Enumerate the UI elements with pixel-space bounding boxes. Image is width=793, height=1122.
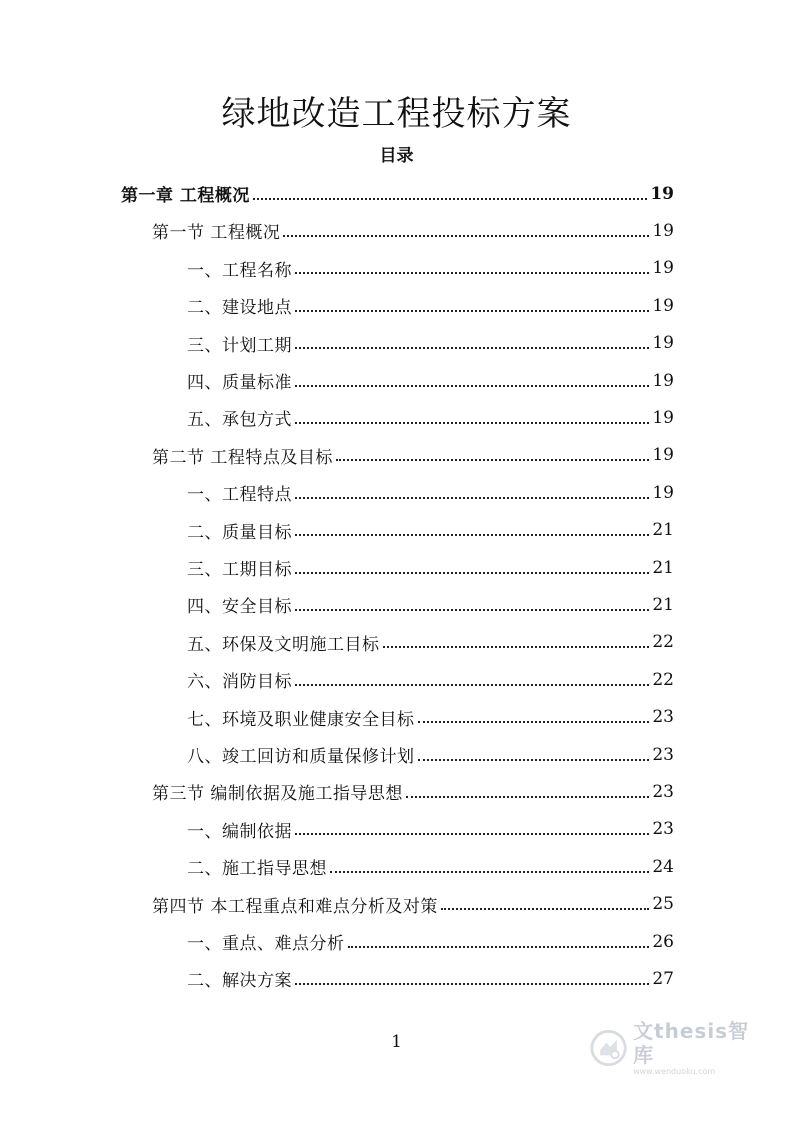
toc-dot-leader: [336, 459, 649, 461]
toc-entry[interactable]: [0, 960, 674, 997]
toc-entry-page: 27: [652, 968, 674, 989]
toc-entry[interactable]: [0, 699, 674, 736]
toc-entry-page: 19: [652, 445, 674, 466]
toc-entry[interactable]: [0, 811, 674, 848]
toc-dot-leader: [383, 646, 650, 648]
toc-entry-label: 第四节 本工程重点和难点分析及对策: [152, 896, 438, 917]
toc-entry[interactable]: [0, 362, 674, 399]
toc-entry-page: 19: [652, 370, 674, 391]
toc-entry-page: 19: [652, 258, 674, 279]
toc-dot-leader: [441, 908, 649, 910]
toc-entry-label: 第一节 工程概况: [152, 223, 281, 244]
toc-entry-label: 八、竣工回访和质量保修计划: [187, 747, 415, 767]
watermark-url: www.wenduoku.com: [633, 1067, 716, 1076]
toc-entry-label: 一、工程特点: [187, 485, 292, 506]
toc-entry[interactable]: [0, 512, 674, 549]
toc-entry-label: 一、重点、难点分析: [187, 934, 345, 954]
toc-entry-label: 二、质量目标: [187, 522, 292, 543]
toc-entry[interactable]: [0, 474, 674, 511]
toc-entry-label: 七、环境及职业健康安全目标: [187, 709, 415, 730]
toc-entry[interactable]: [0, 212, 674, 249]
toc-entry-label: 三、工期目标: [187, 560, 292, 580]
toc-entry-label: 五、承包方式: [187, 410, 292, 431]
toc-dot-leader: [348, 946, 650, 948]
page-number: 1: [391, 1032, 402, 1052]
toc-entry-page: 23: [652, 781, 674, 802]
toc-dot-leader: [295, 385, 649, 387]
toc-dot-leader: [283, 235, 649, 237]
toc-entry-label: 第一章 工程概况: [121, 186, 250, 206]
toc-entry-label: 第三节 编制依据及施工指导思想: [152, 784, 403, 805]
toc-entry-page: 19: [652, 295, 674, 316]
toc-entry-page: 22: [652, 632, 674, 653]
toc-entry-page: 23: [652, 744, 674, 765]
toc-dot-leader: [295, 572, 649, 574]
toc-entry-label: 四、质量标准: [187, 373, 292, 393]
toc-entry-page: 21: [652, 520, 674, 541]
toc-entry-page: 24: [652, 856, 674, 877]
toc-entry[interactable]: [0, 736, 674, 773]
toc-dot-leader: [418, 721, 650, 723]
toc-entry-page: 26: [652, 931, 674, 952]
toc-entry-label: 二、建设地点: [187, 298, 292, 319]
toc-dot-leader: [295, 983, 649, 985]
toc-entry-label: 一、编制依据: [187, 821, 292, 842]
toc-dot-leader: [295, 422, 649, 424]
toc-dot-leader: [253, 198, 647, 200]
toc-entry[interactable]: [0, 325, 674, 362]
toc-entry-page: 19: [652, 407, 674, 428]
toc-heading: 目录: [379, 146, 414, 166]
toc-entry-label: 一、工程名称: [187, 260, 292, 281]
toc-dot-leader: [295, 497, 649, 499]
document-title: 绿地改造工程投标方案: [221, 94, 572, 134]
toc-dot-leader: [330, 871, 649, 873]
toc-entry-label: 五、环保及文明施工目标: [187, 634, 380, 655]
toc-dot-leader: [295, 310, 649, 312]
toc-entry[interactable]: [0, 773, 674, 810]
toc-dot-leader: [295, 347, 649, 349]
toc-entry[interactable]: [0, 848, 674, 885]
toc-entry-page: 21: [652, 557, 674, 578]
toc-entry[interactable]: [0, 175, 674, 212]
toc-entry-page: 19: [650, 183, 674, 204]
wenku-logo-icon: [590, 1028, 627, 1068]
toc-entry-page: 19: [652, 220, 674, 241]
toc-entry-page: 19: [652, 482, 674, 503]
toc-entry-label: 四、安全目标: [187, 597, 292, 618]
toc-entry[interactable]: [0, 624, 674, 661]
toc-entry[interactable]: [0, 661, 674, 698]
toc-entry[interactable]: [0, 287, 674, 324]
toc-entry-page: 23: [652, 707, 674, 728]
toc-entry[interactable]: [0, 886, 674, 923]
toc-entry[interactable]: [0, 586, 674, 623]
toc-dot-leader: [295, 272, 649, 274]
toc-dot-leader: [406, 796, 649, 798]
toc-entry[interactable]: [0, 250, 674, 287]
toc-dot-leader: [295, 684, 649, 686]
toc-dot-leader: [295, 609, 649, 611]
toc-dot-leader: [295, 534, 649, 536]
toc-entry-label: 第二节 工程特点及目标: [152, 447, 333, 468]
toc-dot-leader: [418, 759, 650, 761]
toc-entry-label: 二、施工指导思想: [187, 859, 327, 880]
watermark: [590, 1020, 760, 1076]
toc-entry-page: 21: [652, 594, 674, 615]
toc-entry[interactable]: [0, 923, 674, 960]
watermark-text: [633, 1019, 760, 1077]
toc-entry-label: 三、计划工期: [187, 335, 292, 356]
toc-entry-page: 22: [652, 669, 674, 690]
toc-entry-label: 二、解决方案: [187, 971, 292, 992]
watermark-name: 文thesis智库: [633, 1019, 750, 1067]
toc-entry[interactable]: [0, 549, 674, 586]
toc-entry-page: 25: [652, 894, 674, 915]
toc-entry-label: 六、消防目标: [187, 672, 292, 693]
toc-dot-leader: [295, 833, 649, 835]
toc-entry-page: 19: [652, 333, 674, 354]
toc-entry[interactable]: [0, 399, 674, 436]
toc-entry[interactable]: [0, 437, 674, 474]
toc-entry-page: 23: [652, 819, 674, 840]
